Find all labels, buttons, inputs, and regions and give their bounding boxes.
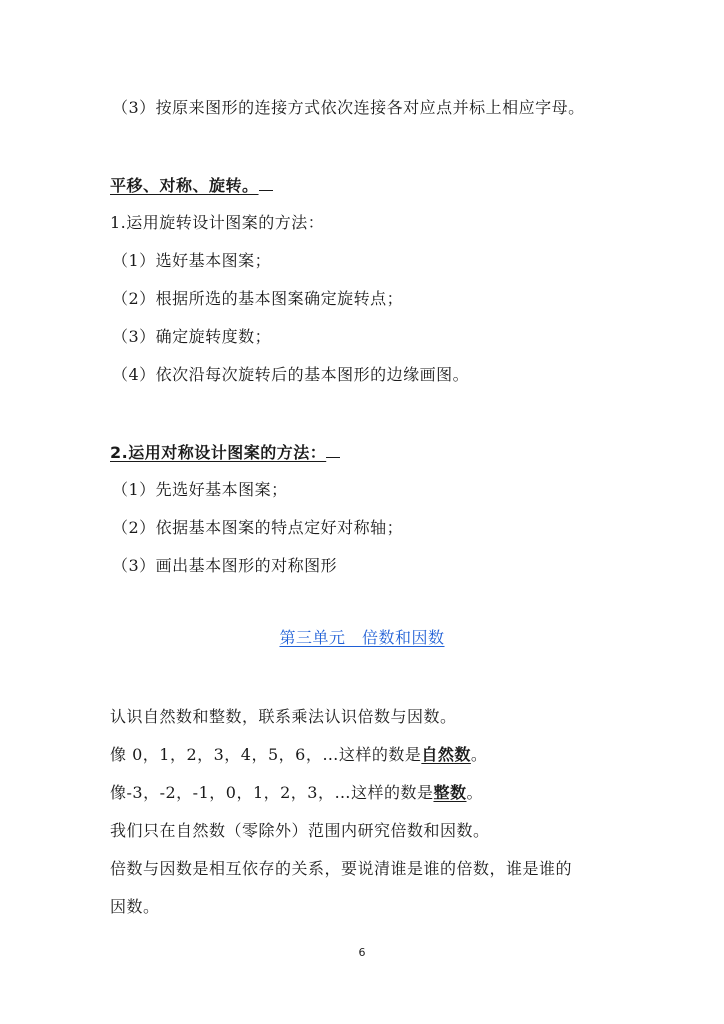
natural-suffix: 。: [470, 745, 488, 764]
symmetry-step-3: （3）画出基本图形的对称图形: [112, 556, 338, 575]
rotation-step-1: （1）选好基本图案；: [112, 251, 272, 270]
underline-extension: [259, 174, 273, 191]
rotation-step-2: （2）根据所选的基本图案确定旋转点；: [112, 289, 404, 308]
rotation-step-4: （4）依次沿每次旋转后的基本图形的边缘画图。: [112, 365, 470, 384]
symmetry-title-text: 2.运用对称设计图案的方法：: [110, 443, 327, 462]
study-scope: 我们只在自然数（零除外）范围内研究倍数和因数。: [110, 821, 490, 840]
rotation-step-3: （3）确定旋转度数；: [112, 327, 272, 346]
section-heading-transformations: [110, 174, 273, 197]
integer-term: 整数: [433, 783, 467, 802]
page-number: 6: [358, 946, 366, 959]
natural-number-term: 自然数: [421, 745, 471, 764]
unit-3-title: 第三单元 倍数和因数: [279, 628, 445, 647]
step-3-connect-points: （3）按原来图形的连接方式依次连接各对应点并标上相应字母。: [112, 98, 585, 117]
integer-definition: [110, 782, 483, 804]
natural-prefix: 像 0，1，2，3，4，5，6，…这样的数是: [110, 745, 422, 764]
underline-extension: [326, 441, 340, 458]
symmetry-step-2: （2）依据基本图案的特点定好对称轴；: [112, 518, 404, 537]
symmetry-step-1: （1）先选好基本图案；: [112, 480, 288, 499]
relation-line-2: 因数。: [110, 897, 160, 916]
integer-prefix: 像-3，-2，-1，0，1，2，3，…这样的数是: [110, 783, 434, 802]
relation-line-1: 倍数与因数是相互依存的关系，要说清谁是谁的倍数，谁是谁的: [110, 859, 573, 878]
rotation-method-title: 1.运用旋转设计图案的方法：: [110, 213, 325, 232]
integer-suffix: 。: [466, 783, 484, 802]
symmetry-method-title: [110, 441, 340, 464]
unit-3-intro: 认识自然数和整数，联系乘法认识倍数与因数。: [110, 707, 457, 726]
heading-text: 平移、对称、旋转。: [110, 176, 259, 195]
natural-number-definition: [110, 744, 487, 766]
